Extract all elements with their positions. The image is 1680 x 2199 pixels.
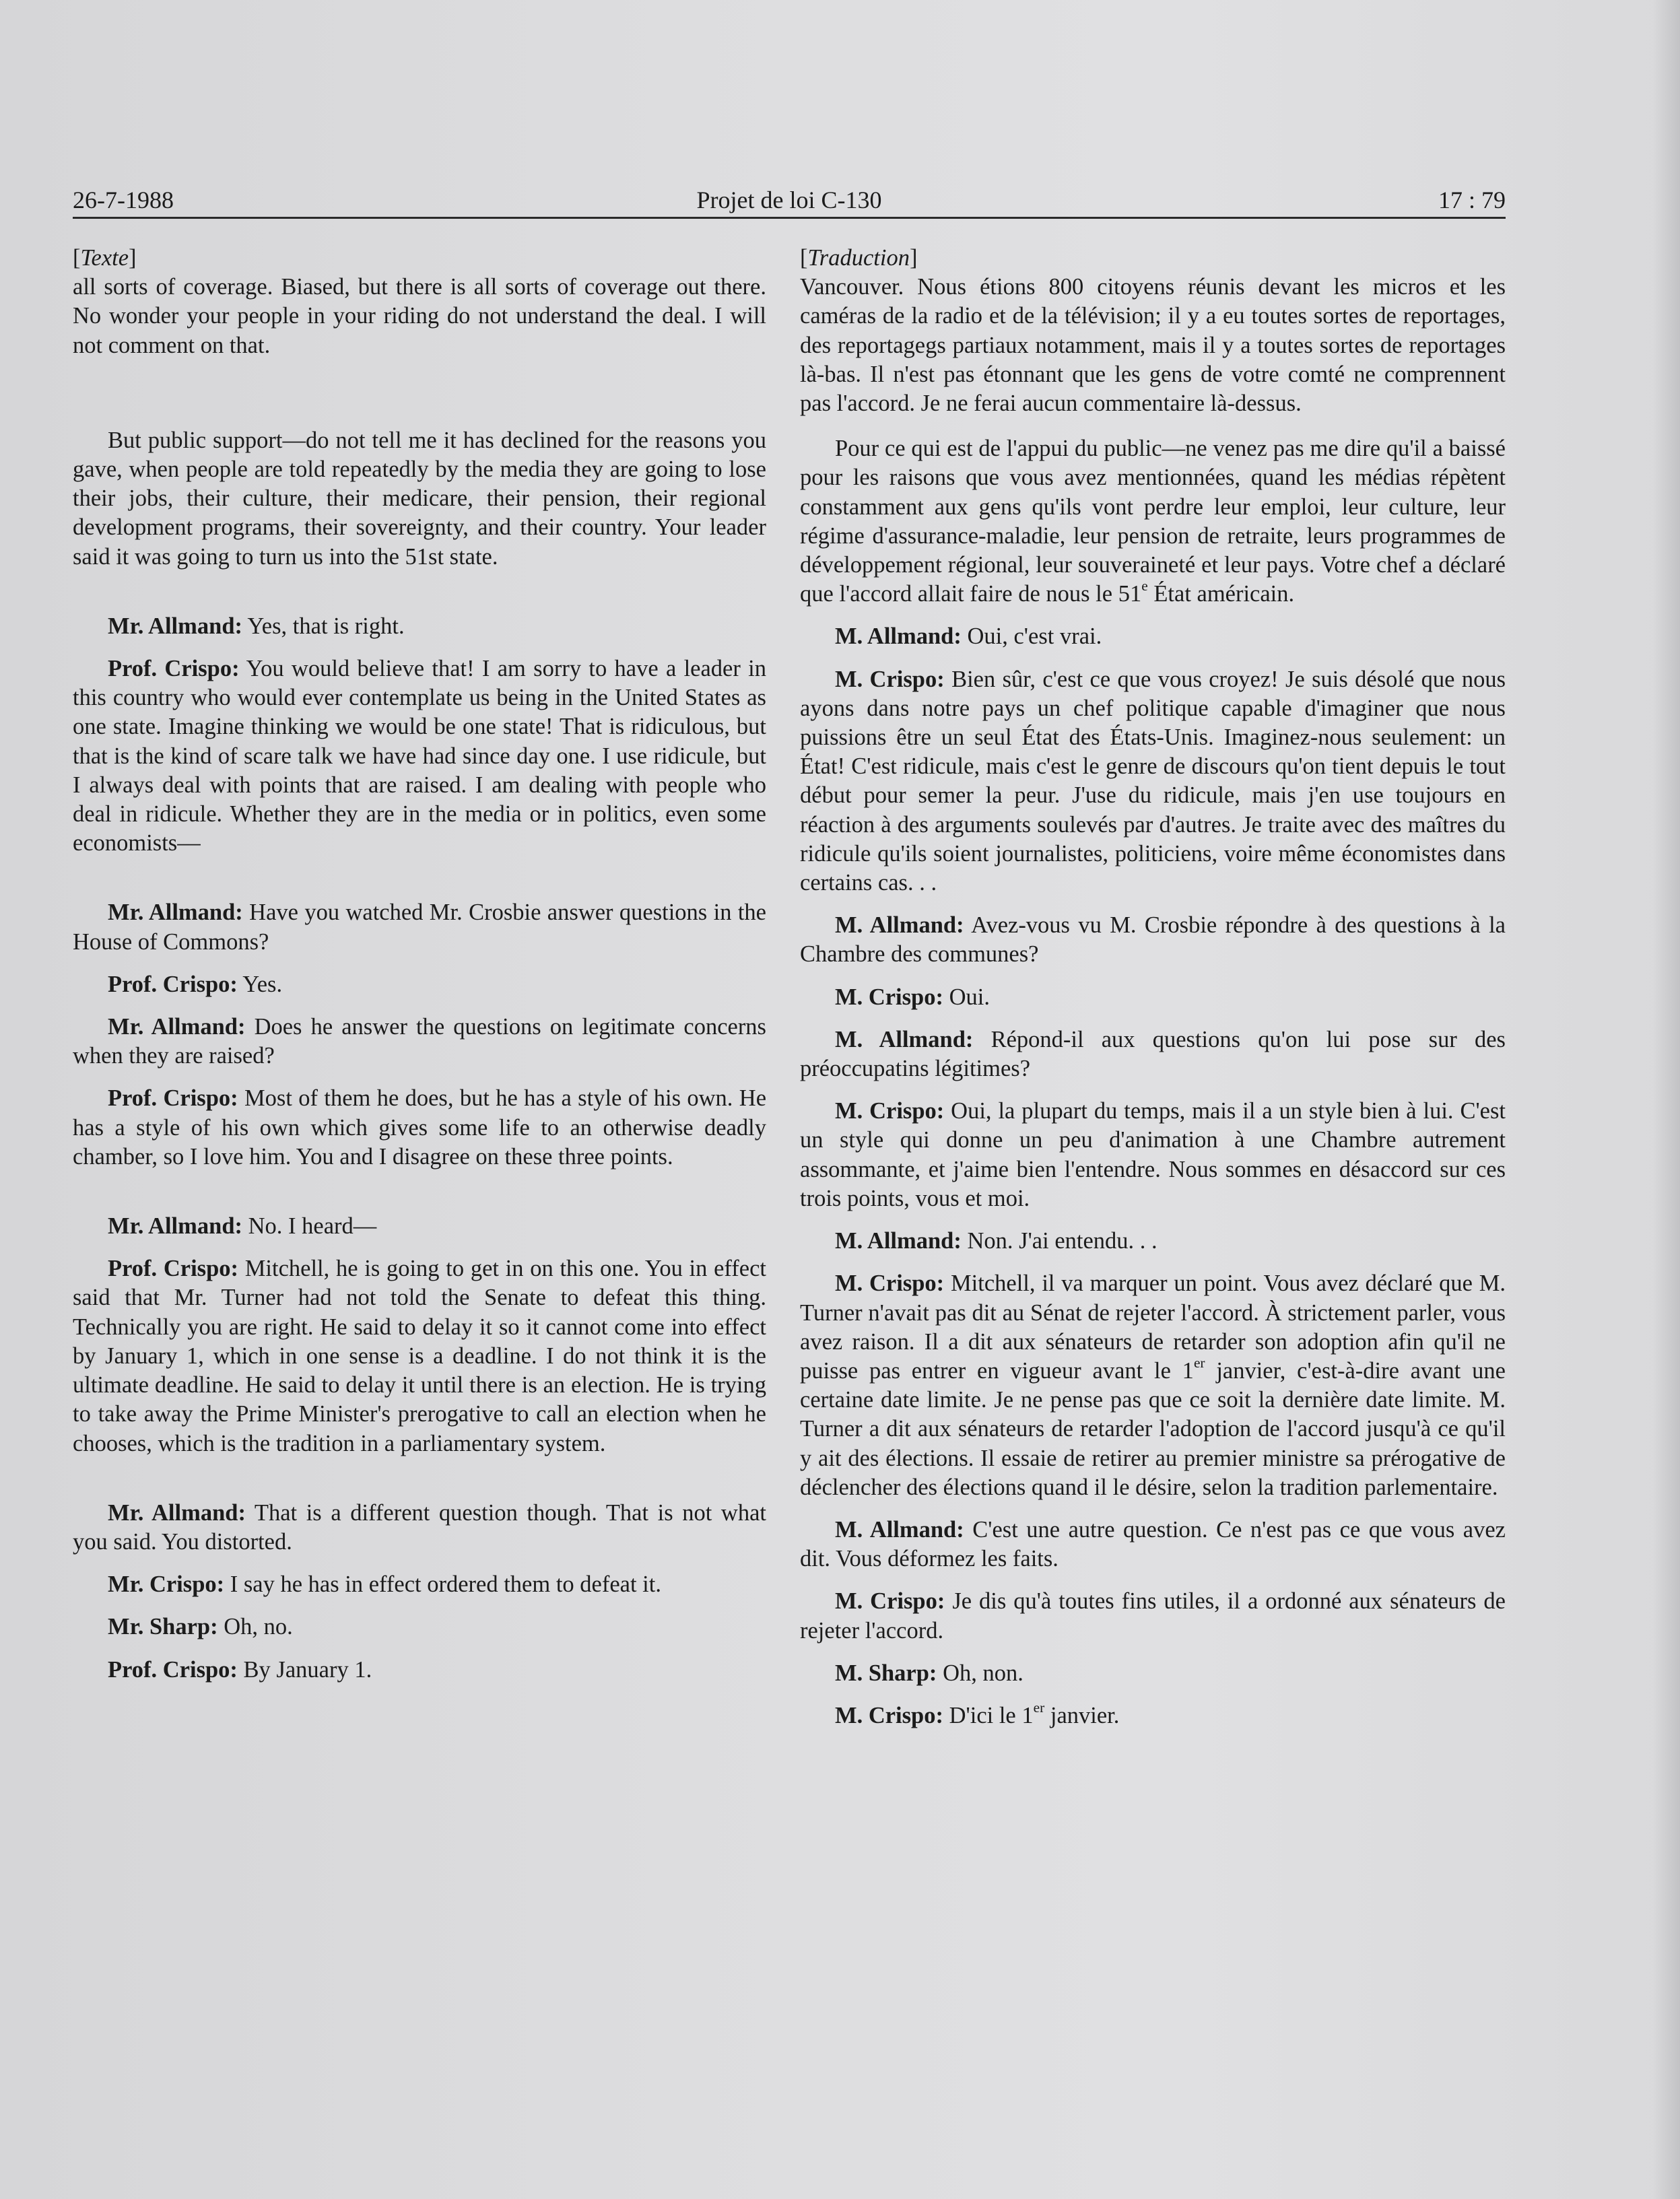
speech-text: C'est une autre question. Ce n'est pas ce que vous avez dit. Vous déformez les faits. [800, 1516, 1506, 1572]
speaker-name: Prof. Crispo: [108, 1656, 238, 1683]
speaker-name: M. Allmand: [835, 1228, 962, 1254]
speech-paragraph [800, 1227, 1506, 1256]
speaker-name: M. Sharp: [835, 1660, 937, 1686]
speaker-name: Mr. Allmand: [108, 1499, 246, 1526]
speech-paragraph [73, 1212, 766, 1241]
paragraph: all sorts of coverage. Biased, but there is all sorts of coverage out there. No wonder your people in your riding do not understand the deal. I will not comment on that. [73, 274, 766, 358]
speech-paragraph [800, 1097, 1506, 1213]
speech-paragraph [73, 1656, 766, 1685]
superscript: er [1193, 1354, 1205, 1371]
speech-paragraph [73, 612, 766, 641]
speaker-name: M. Crispo: [835, 1588, 945, 1615]
speech-text: Répond-il aux questions qu'on lui pose sur des préoccupatins légitimes? [800, 1026, 1506, 1082]
marker-label: Texte [80, 245, 129, 271]
speech-text: Mitchell, he is going to get in on this one. You in effect said that Mr. Turner had not told the Senate to defeat this thing. Technically you are right. He said to delay it so it cannot come into effect by January 1, which in one sense is a deadline. I do not think it is the ultimate deadline. He said to delay it until there is an election. He is trying to take away the Prime Minister's prerogative to call an election when he chooses, which is the tradition in a parliamentary system. [73, 1256, 766, 1456]
speech-paragraph [800, 1025, 1506, 1083]
header-title: Projet de loi C-130 [696, 187, 882, 213]
speech-paragraph [73, 1254, 766, 1458]
speech-paragraph [800, 1587, 1506, 1645]
header-date: 26-7-1988 [73, 187, 174, 213]
speaker-name: Mr. Allmand: [108, 613, 242, 639]
speech-text: Have you watched Mr. Crosbie answer questions in the House of Commons? [73, 900, 766, 955]
superscript: e [1141, 578, 1148, 595]
speech-paragraph: M. Crispo: D'ici le 1er janvier. [835, 1699, 1120, 1728]
speech-text: You would believe that! I am sorry to have a leader in this country who would ever contemplate us being in the United States as one state. Imagine thinking we would be one state! That is ridiculous, but that is the kind of scare talk we have had since day one. I use ridicule, but I always deal with points that are raised. I am dealing with people who deal in ridicule. Whether they are in the media or in politics, even some economists— [73, 656, 766, 856]
speech-paragraph [73, 1013, 766, 1071]
speech-paragraph [800, 622, 1506, 651]
speech-text: No. I heard— [242, 1213, 377, 1240]
speaker-name: M. Crispo: [835, 666, 945, 692]
speech-paragraph [800, 665, 1506, 898]
speech-paragraph [73, 1613, 766, 1642]
section-marker: [Texte] [73, 245, 137, 271]
paragraph: Pour ce qui est de l'appui du public—ne venez pas me dire qu'il a baissé pour les raisons que vous avez mentionnées, quand les médias répètent constamment aux gens qu'ils vont perdre leur emploi, leur culture, leur régime d'assurance-maladie, leur pension de retraite, leurs programmes de développement régional, leur souveraineté et leur pays. Votre chef a déclaré que l'accord allait faire de nous le 51e État américain. [800, 436, 1506, 607]
speaker-name: M. Allmand: [835, 1026, 974, 1052]
speaker-name: Mr. Allmand: [108, 1213, 242, 1240]
speech-text: Yes, that is right. [242, 613, 405, 639]
speech-text: Oh, no. [217, 1614, 293, 1640]
speaker-name: Prof. Crispo: [108, 656, 240, 682]
english-column [73, 244, 766, 1685]
speech-text: By January 1. [237, 1656, 372, 1683]
speaker-name: M. Crispo: [835, 1271, 945, 1297]
speech-paragraph [800, 911, 1506, 969]
speaker-name: M. Crispo: [835, 984, 943, 1010]
speech-text: Je dis qu'à toutes fins utiles, il a ordonné aux sénateurs de rejeter l'accord. [800, 1588, 1506, 1644]
speech-paragraph [73, 1084, 766, 1172]
speech-text: Non. J'ai entendu. . . [961, 1228, 1157, 1254]
header-page-number: 17 : 79 [1438, 187, 1506, 213]
running-header [73, 183, 1506, 219]
speech-paragraph [73, 1570, 766, 1599]
speech-paragraph [73, 898, 766, 956]
marker-label: Traduction [807, 245, 910, 271]
speech-text: Most of them he does, but he has a style of his own. He has a style of his own which gives some life to an otherwise deadly chamber, so I love him. You and I disagree on these three points. [73, 1085, 767, 1170]
speaker-name: Prof. Crispo: [108, 1085, 238, 1112]
french-column [800, 244, 1506, 1730]
speaker-name: M. Allmand: [835, 623, 962, 650]
speech-text: Yes. [237, 971, 283, 997]
speech-text: Bien sûr, c'est ce que vous croyez! Je suis désolé que nous ayons dans notre pays un chef politique capable d'imaginer que nous puissions être un seul État des États-Unis. Imaginez-nous seulement: un État! C'est ridicule, mais c'est le genre de discours qu'on tient depuis le tout début pour semer la peur. J'use du ridicule, mais j'en use toujours en réaction à des arguments soulevés par d'autres. Je traite avec des maîtres du ridicule qu'ils soient journalistes, politiciens, voire même économistes dans certains cas. . . [800, 666, 1506, 896]
paragraph: But public support—do not tell me it has declined for the reasons you gave, when people are told repeatedly by the media they are going to lose their jobs, their culture, their medicare, their pension, their regional development programs, their sovereignty, and their country. Your leader said it was going to turn us into the 51st state. [73, 427, 766, 570]
speaker-name: Mr. Allmand: [108, 900, 243, 926]
speech-text: Oh, non. [937, 1660, 1023, 1686]
speaker-name: M. Allmand: [835, 1516, 964, 1543]
speaker-name: M. Allmand: [835, 912, 964, 939]
speech-text: Oui, la plupart du temps, mais il a un style bien à lui. C'est un style qui donne un peu d'animation à une Chambre autrement assommante, et j'aime bien l'entendre. Nous sommes en désaccord sur ces trois points, vous et moi. [800, 1098, 1506, 1211]
speech-paragraph: M. Crispo: Mitchell, il va marquer un point. Vous avez déclaré que M. Turner n'avait pas dit au Sénat de rejeter l'accord. À strictement parler, vous avez raison. Il a dit aux sénateurs de retarder son adoption afin qu'il ne puisse pas entrer en vigueur avant le 1er janvier, c'est-à-dire avant une certaine date limite. Je ne pense pas que ce soit la dernière date limite. M. Turner a dit aux sénateurs de retarder l'adoption de l'accord jusqu'à ce qu'il y ait des élections. Il essaie de retirer au premier ministre sa prérogative de déclencher des élections quand il le désire, selon la tradition parlementaire. [800, 1271, 1506, 1500]
speaker-name: Mr. Sharp: [108, 1614, 218, 1640]
speech-text: Oui. [943, 984, 990, 1010]
speech-text: That is a different question though. That is not what you said. You distorted. [73, 1499, 766, 1555]
speech-paragraph [73, 1499, 766, 1557]
paragraph: Vancouver. Nous étions 800 citoyens réunis devant les micros et les caméras de la radio et de la télévision; il y a eu toutes sortes de reportages, des reportagegs partiaux notamment, mais il y a toutes sortes de reportages là-bas. Il n'est pas étonnant que les gens de votre comté ne comprennent pas l'accord. Je ne ferai aucun commentaire là-dessus. [800, 274, 1506, 417]
speaker-name: Mr. Allmand: [108, 1014, 246, 1040]
speech-paragraph [800, 1659, 1506, 1688]
speech-text: Oui, c'est vrai. [961, 623, 1102, 650]
speech-text: Avez-vous vu M. Crosbie répondre à des questions à la Chambre des communes? [800, 912, 1506, 968]
section-marker: [Traduction] [800, 245, 918, 271]
speaker-name: Prof. Crispo: [108, 1256, 239, 1282]
speech-paragraph [73, 654, 766, 858]
speaker-name: Mr. Crispo: [108, 1571, 225, 1598]
speech-paragraph [800, 1516, 1506, 1574]
superscript: er [1033, 1699, 1045, 1716]
speech-text: Does he answer the questions on legitimate concerns when they are raised? [73, 1014, 766, 1069]
speaker-name: M. Crispo: [835, 1702, 943, 1728]
speech-paragraph [73, 970, 766, 999]
speaker-name: Prof. Crispo: [108, 971, 238, 997]
speech-paragraph [800, 983, 1506, 1012]
speaker-name: M. Crispo: [835, 1098, 945, 1124]
speech-text: I say he has in effect ordered them to defeat it. [224, 1571, 661, 1598]
